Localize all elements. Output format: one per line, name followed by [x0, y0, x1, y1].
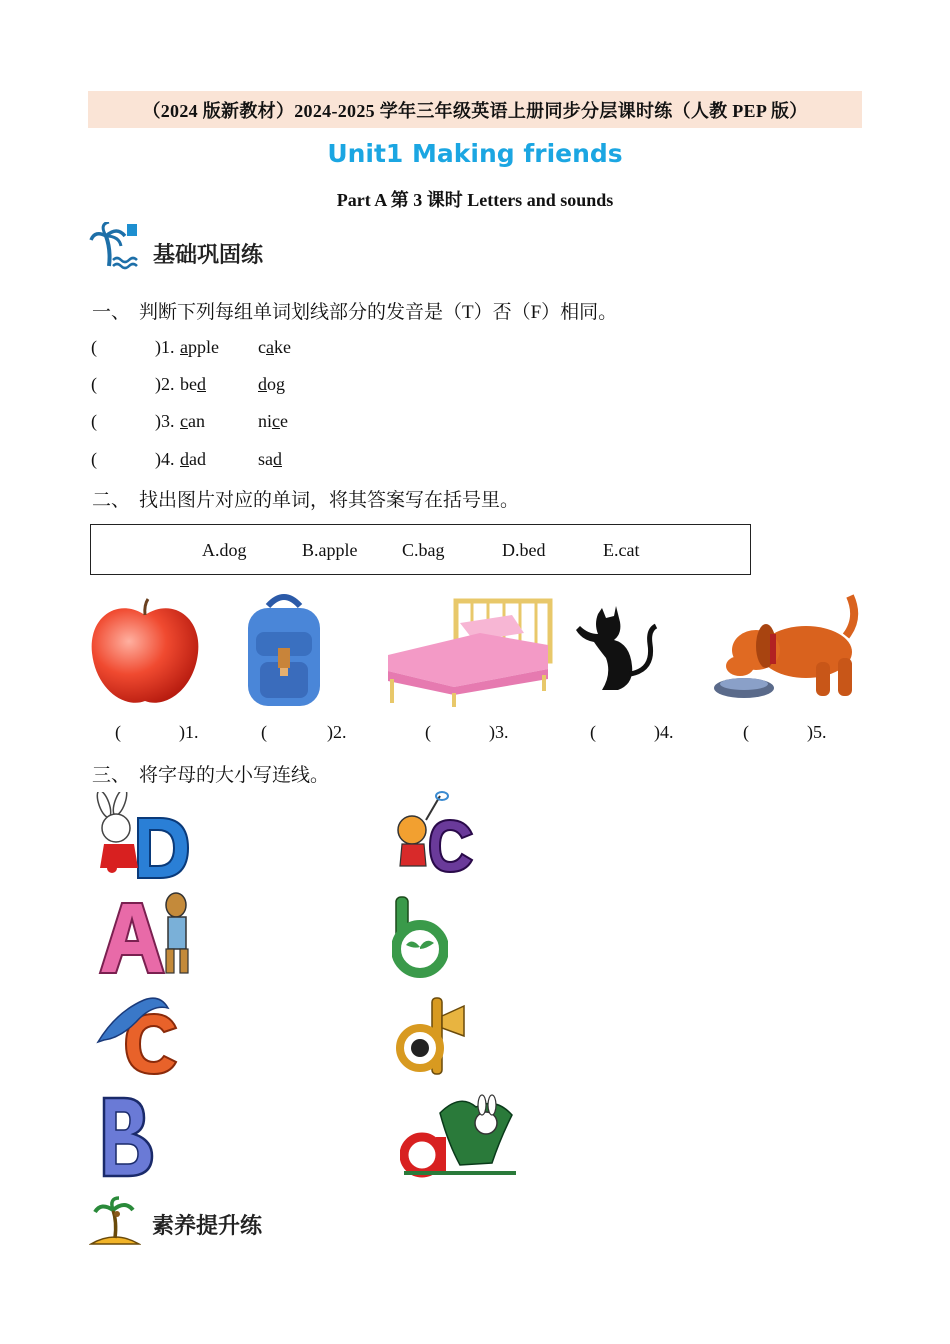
dog-picture: [710, 592, 860, 708]
letter-A-dog-picture[interactable]: [96, 891, 192, 977]
option-dog: A.dog: [202, 540, 247, 560]
item-label: )3.: [155, 411, 175, 431]
answer-5-label: )5.: [807, 722, 827, 742]
option-bed: D.bed: [502, 540, 546, 560]
cat-picture: [572, 604, 660, 694]
word-1: can: [180, 411, 205, 431]
unit-title: Unit1 Making friends: [327, 139, 623, 168]
section-heading-basic: 基础巩固练: [153, 243, 264, 268]
word-2: dog: [258, 374, 285, 394]
answer-3-open[interactable]: (: [425, 722, 431, 742]
answer-2-label: )2.: [327, 722, 347, 742]
letter-a-rabbit-picture[interactable]: [400, 1093, 520, 1179]
letter-b-sprout-picture[interactable]: [392, 893, 448, 979]
answer-4-open[interactable]: (: [590, 722, 596, 742]
answer-2-open[interactable]: (: [261, 722, 267, 742]
question-text: 将字母的大小写连线。: [139, 765, 330, 786]
letter-c-tiger-picture[interactable]: [392, 790, 476, 876]
section-heading-advanced: 素养提升练: [152, 1214, 263, 1239]
word-2: nice: [258, 411, 289, 431]
palm-tree-wave-icon: [89, 222, 139, 272]
apple-picture: [88, 597, 202, 709]
palm-island-icon: [89, 1196, 141, 1248]
letter-D-rabbit-picture[interactable]: [90, 792, 190, 882]
word-1: apple: [180, 337, 219, 357]
answer-5-open[interactable]: (: [743, 722, 749, 742]
word-bank-box: [90, 524, 751, 575]
answer-blank-open[interactable]: (: [91, 374, 97, 394]
answer-1-open[interactable]: (: [115, 722, 121, 742]
answer-1-label: )1.: [179, 722, 199, 742]
backpack-picture: [238, 592, 330, 710]
item-label: )1.: [155, 337, 175, 357]
question-number: 三、: [92, 765, 131, 786]
question-text: 找出图片对应的单词，将其答案写在括号里。: [139, 490, 520, 511]
answer-blank-open[interactable]: (: [91, 337, 97, 357]
question-2-heading: [92, 485, 519, 512]
item-label: )4.: [155, 449, 175, 469]
question-3-heading: [92, 760, 329, 787]
answer-3-label: )3.: [489, 722, 509, 742]
word-2: cake: [258, 337, 291, 357]
answer-blank-open[interactable]: (: [91, 449, 97, 469]
letter-C-dolphin-picture[interactable]: [96, 992, 184, 1078]
option-apple: B.apple: [302, 540, 358, 560]
word-2: sad: [258, 449, 282, 469]
question-text: 判断下列每组单词划线部分的发音是（T）否（F）相同。: [139, 302, 618, 323]
letter-B-picture[interactable]: [98, 1094, 158, 1180]
header-banner: （2024 版新教材）2024-2025 学年三年级英语上册同步分层课时练（人教 PEP 版）: [88, 91, 862, 128]
answer-4-label: )4.: [654, 722, 674, 742]
bed-picture: [384, 595, 554, 707]
question-number: 二、: [92, 490, 131, 511]
question-number: 一、: [92, 302, 131, 323]
answer-blank-open[interactable]: (: [91, 411, 97, 431]
item-label: )2.: [155, 374, 175, 394]
word-1: dad: [180, 449, 206, 469]
option-bag: C.bag: [402, 540, 445, 560]
letter-d-trumpet-picture[interactable]: [394, 996, 470, 1080]
word-1: bed: [180, 374, 206, 394]
lesson-subtitle: Part A 第 3 课时 Letters and sounds: [336, 190, 614, 210]
option-cat: E.cat: [603, 540, 640, 560]
question-1-heading: [92, 297, 617, 324]
